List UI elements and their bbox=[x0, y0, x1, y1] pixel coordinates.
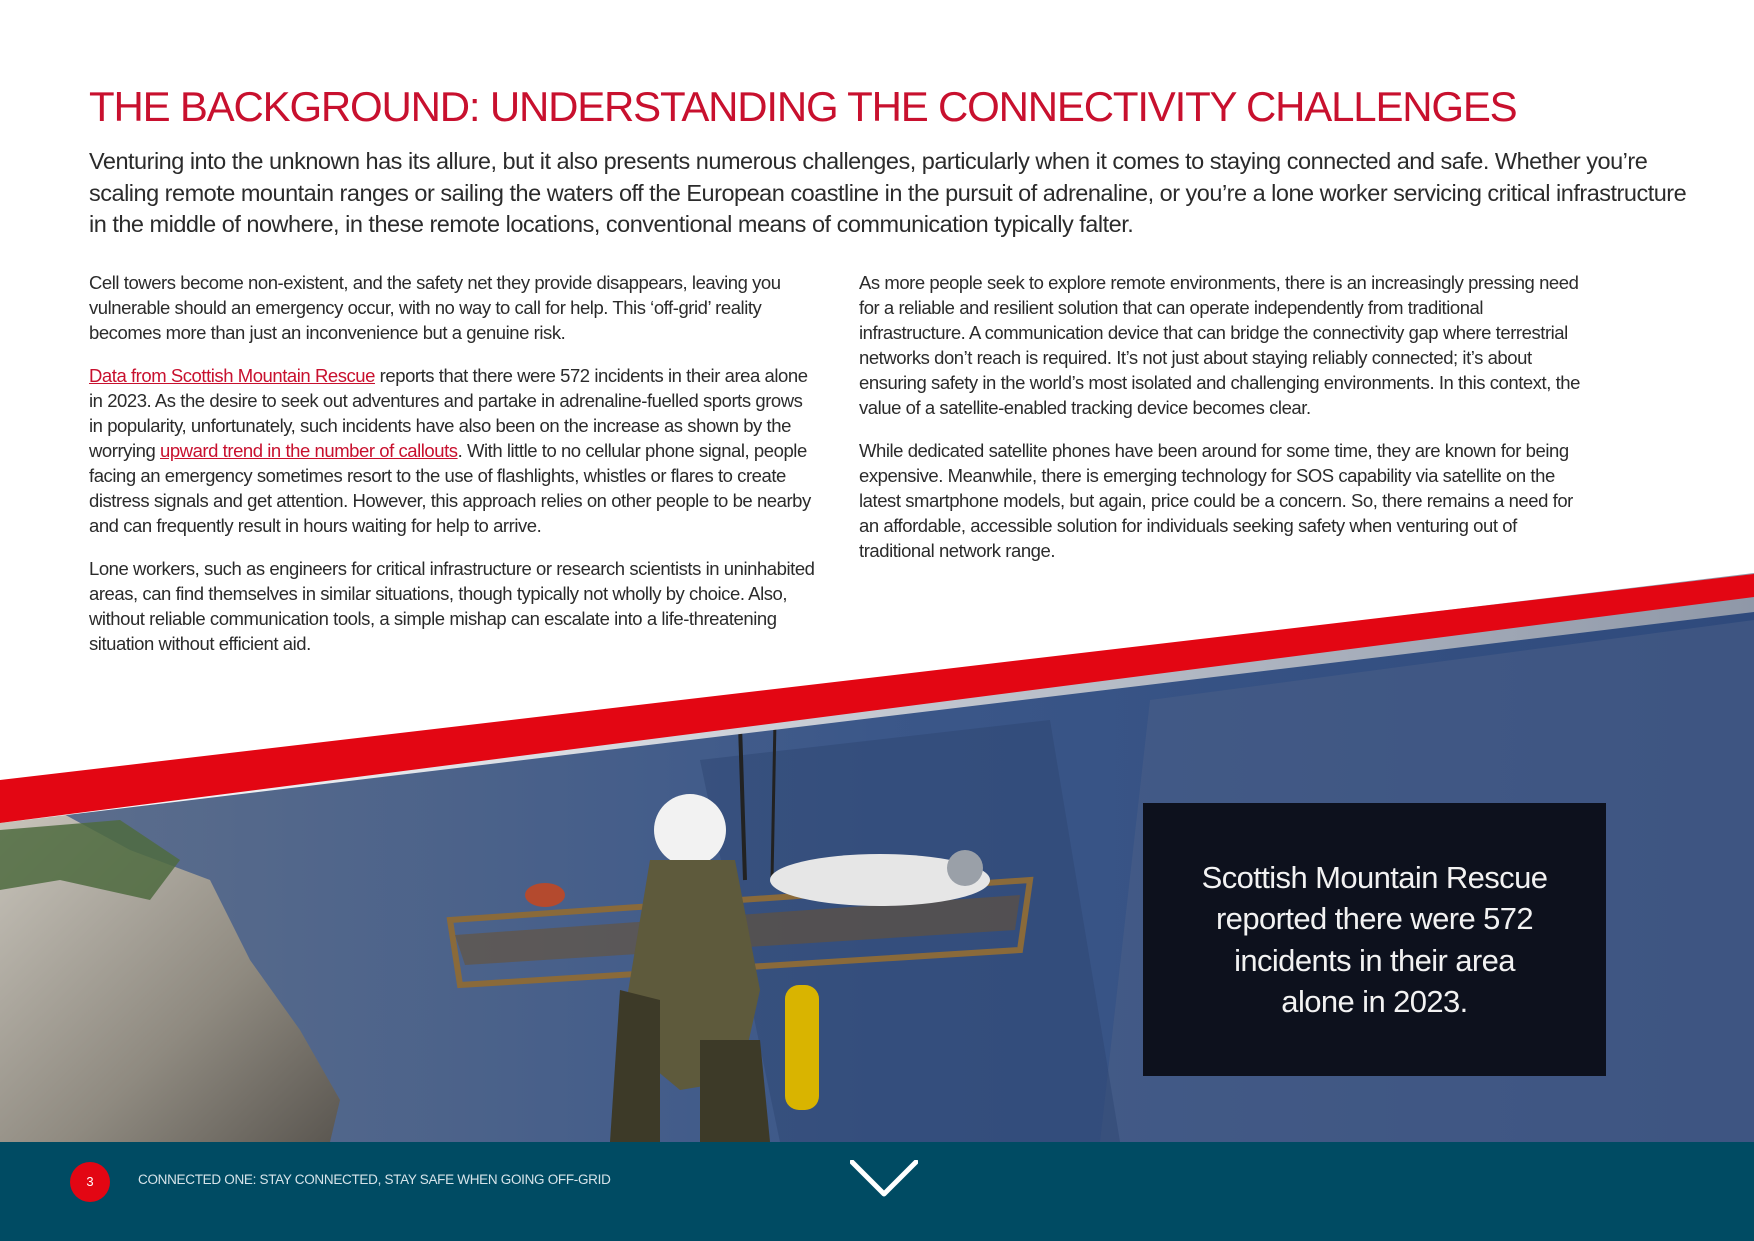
left-paragraph-2 bbox=[89, 363, 819, 538]
footer-label: CONNECTED ONE: STAY CONNECTED, STAY SAFE WHEN GOING OFF-GRID bbox=[138, 1172, 611, 1187]
left-paragraph-2-text-b: . With little to no cellular phone signal, people facing an emergency sometimes resort to the use of flashlights, whistles or flares to create distress signals and get attention. However, this approach relies on other people to be nearby and can frequently result in hours waiting for help to arrive. bbox=[89, 440, 811, 536]
page-footer bbox=[0, 1142, 1754, 1241]
left-column bbox=[89, 270, 819, 674]
left-paragraph-1: Cell towers become non-existent, and the safety net they provide disappears, leaving you vulnerable should an emergency occur, with no way to call for help. This ‘off-grid’ reality becomes more than just an inconvenience but a genuine risk. bbox=[89, 272, 781, 343]
right-paragraph-1: As more people seek to explore remote environments, there is an increasingly pressing need for a reliable and resilient solution that can operate independently from traditional infrastructure. A communication device that can bridge the connectivity gap where terrestrial networks don’t reach is required. It’s not just about staying reliably connected; it’s about ensuring safety in the world’s most isolated and challenging environments. In this context, the value of a satellite-enabled tracking device becomes clear. bbox=[859, 272, 1580, 418]
left-paragraph-3: Lone workers, such as engineers for critical infrastructure or research scientists in uninhabited areas, can find themselves in similar situations, though typically not wholly by choice. Also, without reliable communication tools, a simple mishap can escalate into a life-threatening situation without efficient aid. bbox=[89, 558, 815, 654]
right-paragraph-2: While dedicated satellite phones have been around for some time, they are known for being expensive. Meanwhile, there is emerging technology for SOS capability via satellite on the latest smartphone models, but again, price could be a concern. So, there remains a need for an affordable, accessible solution for individuals seeking safety when venturing out of traditional network range. bbox=[859, 440, 1573, 561]
callout-text: Scottish Mountain Rescue reported there were 572 incidents in their area alone in 2023. bbox=[1201, 859, 1548, 1019]
page-title: THE BACKGROUND: UNDERSTANDING THE CONNECTIVITY CHALLENGES bbox=[89, 83, 1517, 130]
page-number-badge: 3 bbox=[70, 1162, 110, 1202]
callouts-trend-link[interactable]: upward trend in the number of callouts bbox=[160, 440, 458, 461]
chevron-down-icon[interactable] bbox=[850, 1160, 918, 1200]
scottish-mountain-rescue-link[interactable]: Data from Scottish Mountain Rescue bbox=[89, 365, 375, 386]
right-column bbox=[859, 270, 1589, 581]
statistic-callout bbox=[1143, 803, 1606, 1076]
intro-paragraph: Venturing into the unknown has its allure, but it also presents numerous challenges, particularly when it comes to staying connected and safe. Whether you’re scaling remote mountain ranges or sailing the waters off the European coastline in the pursuit of adrenaline, or you’re a lone worker servicing critical infrastructure in the middle of nowhere, in these remote locations, conventional means of communication typically falter. bbox=[89, 148, 1687, 237]
left-paragraph-2-text-a: reports that there were 572 incidents in their area alone in 2023. As the desire to seek out adventures and partake in adrenaline-fuelled sports grows in popularity, unfortunately, such incidents have also been on the increase as shown by the worrying bbox=[89, 365, 808, 461]
